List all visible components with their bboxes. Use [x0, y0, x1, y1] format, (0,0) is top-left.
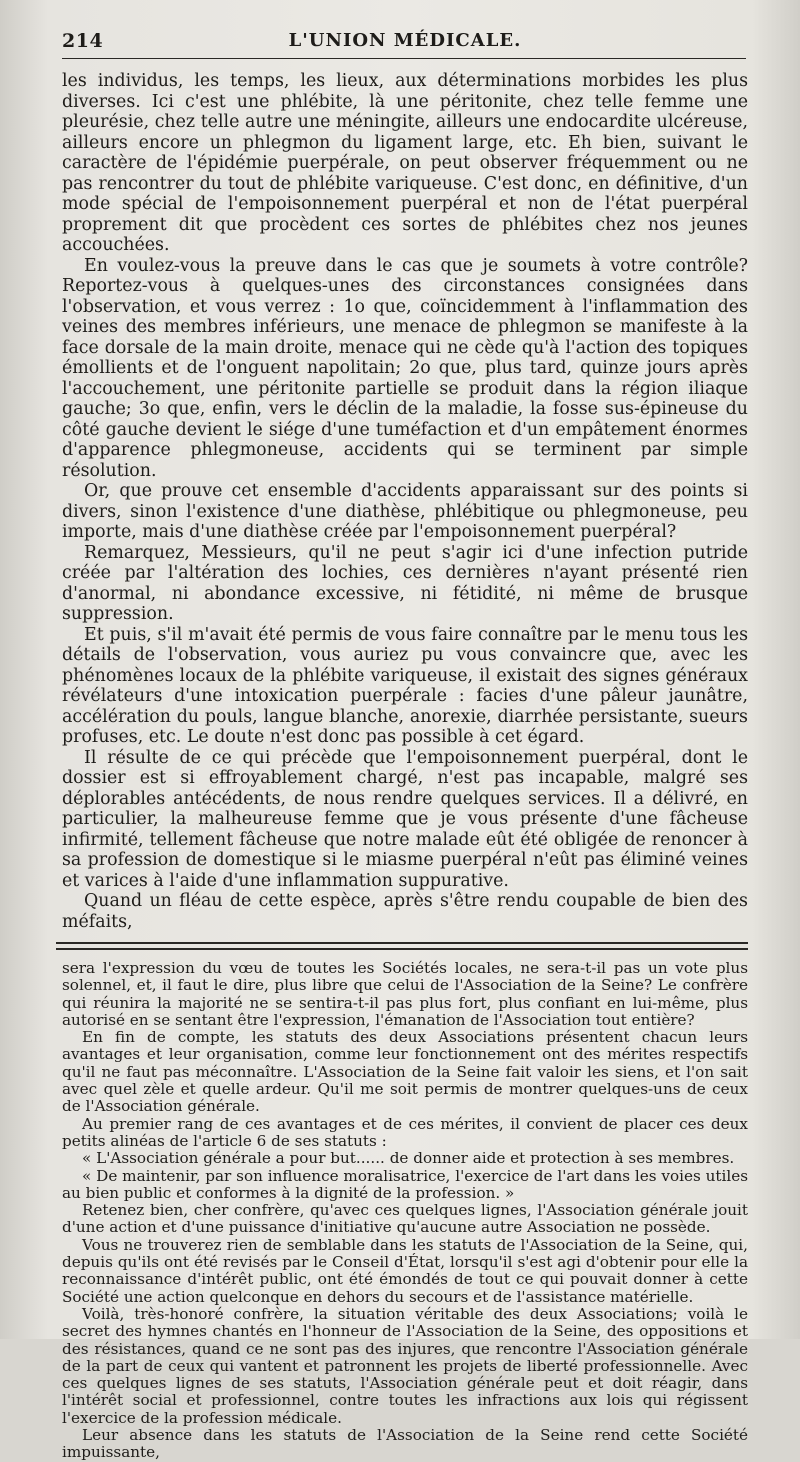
- feuilleton-paragraph: Vous ne trouverez rien de semblable dans les statuts de l'Association de la Seine, qui, depuis qu'ils ont été revisés par le Conseil d'État, lorsqu'il s'est agi d'obtenir pour elle la reconnaissance d'intérêt public, ont été émondés de tout ce qui pouvait donner à cette Société une action quelconque en dehors du secours et de l'assistance matérielle.: [62, 1235, 748, 1306]
- statute-quote: « De maintenir, par son influence moralisatrice, l'exercice de l'art dans les voies utiles au bien public et conformes à la dignité de la profession. »: [62, 1166, 748, 1202]
- main-paragraph: Quand un fléau de cette espèce, après s'être rendu coupable de bien des méfaits,: [62, 891, 748, 932]
- main-paragraph: Or, que prouve cet ensemble d'accidents apparaissant sur des points si divers, sinon l'existence d'une diathèse, phlébitique ou phlegmoneuse, peu importe, mais d'une diathèse créée par l'empoisonnement puerpéral?: [62, 481, 748, 542]
- journal-title: L'UNION MÉDICALE.: [288, 30, 522, 51]
- main-text: [62, 71, 748, 932]
- statute-quote: « L'Association générale a pour but...... de donner aide et protection à ses membres.: [82, 1149, 735, 1168]
- feuilleton-paragraph: Leur absence dans les statuts de l'Association de la Seine rend cette Société impuissante,: [62, 1426, 748, 1462]
- page-number: 214: [62, 30, 104, 52]
- main-paragraph: Il résulte de ce qui précède que l'empoisonnement puerpéral, dont le dossier est si effroyablement chargé, n'est pas incapable, malgré ses déplorables antécédents, de nous rendre quelques services. Il a délivré, en particulier, la malheureuse femme que je vous présente d'une fâcheuse infirmité, tellement fâcheuse que notre malade eût été obligée de renoncer à sa profession de domestique si le miasme puerpéral n'eût pas éliminé veines et varices à l'aide d'une inflammation suppurative.: [62, 747, 748, 891]
- feuilleton-paragraph: Au premier rang de ces avantages et de ces mérites, il convient de placer ces deux petits alinéas de l'article 6 de ses statuts :: [62, 1114, 748, 1150]
- feuilleton-paragraph: Retenez bien, cher confrère, qu'avec ces quelques lignes, l'Association générale jouit d'une action et d'une puissance d'initiative qu'aucune autre Association ne possède.: [62, 1201, 748, 1237]
- feuilleton-text: [62, 960, 748, 1462]
- feuilleton-paragraph: En fin de compte, les statuts des deux Associations présentent chacun leurs avantages et leur organisation, comme leur fonctionnement ont des mérites respectifs qu'il ne faut pas méconnaître. L'Association de la Seine fait valoir les siens, et l'on sait avec quel zèle et quelle ardeur. Qu'il me soit permis de montrer quelques-uns de ceux de l'Association générale.: [62, 1028, 748, 1116]
- main-paragraph: Et puis, s'il m'avait été permis de vous faire connaître par le menu tous les détails de l'observation, vous auriez pu vous convaincre que, avec les phénomènes locaux de la phlébite variqueuse, il existait des signes généraux révélateurs d'une intoxication puerpérale : facies d'une pâleur jaunâtre, accélération du pouls, langue blanche, anorexie, diarrhée persistante, sueurs profuses, etc. Le doute n'est donc pas possible à cet égard.: [62, 624, 748, 747]
- main-paragraph: Remarquez, Messieurs, qu'il ne peut s'agir ici d'une infection putride créée par l'altération des lochies, ces dernières n'ayant présenté rien d'anormal, ni abondance excessive, ni fétidité, ni même de brusque suppression.: [62, 542, 748, 624]
- main-paragraph: les individus, les temps, les lieux, aux déterminations morbides les plus diverses. Ici c'est une phlébite, là une péritonite, chez telle femme une pleurésie, chez telle autre une méningite, ailleurs une endocardite ulcéreuse, ailleurs encore un phlegmon du ligament large, etc. Eh bien, suivant le caractère de l'épidémie puerpérale, on peut observer fréquemment ou ne pas rencontrer du tout de phlébite variqueuse. C'est donc, en définitive, d'un mode spécial de l'empoisonnement puerpéral et non de l'état puerpéral proprement dit que procèdent ces sortes de phlébites chez nos jeunes accouchées.: [62, 71, 748, 255]
- feuilleton-paragraph: Voilà, très-honoré confrère, la situation véritable des deux Associations; voilà le secret des hymnes chantés en l'honneur de l'Association de la Seine, des oppositions et des résistances, quand ce ne sont pas des injures, que rencontre l'Association générale de la part de ceux qui vantent et patronnent les projets de liberté professionnelle. Avec ces quelques lignes de ses statuts, l'Association générale peut et doit réagir, dans l'intérêt social et professionnel, contre toutes les infractions aux lois qui régissent l'exercice de la profession médicale.: [62, 1304, 748, 1427]
- header-rule: [62, 58, 746, 59]
- feuilleton-separator: [56, 942, 748, 950]
- feuilleton-paragraph: sera l'expression du vœu de toutes les Sociétés locales, ne sera-t-il pas un vote plus solennel, et, il faut le dire, plus libre que celui de l'Association de la Seine? Le confrère qui réunira la majorité ne se sentira-t-il pas plus fort, plus confiant en lui-même, plus autorisé en se sentant être l'expression, l'émanation de l'Association tout entière?: [62, 959, 748, 1029]
- main-paragraph: En voulez-vous la preuve dans le cas que je soumets à votre contrôle? Reportez-vous à quelques-unes des circonstances consignées dans l'observation, et vous verrez : 1o que, coïncidemment à l'inflammation des veines des membres inférieurs, une menace de phlegmon se manifeste à la face dorsale de la main droite, menace qui ne cède qu'à l'action des topiques émollients et de l'onguent napolitain; 2o que, plus tard, quinze jours après l'accouchement, une péritonite partielle se produit dans la région iliaque gauche; 3o que, enfin, vers le déclin de la maladie, la fosse sus-épineuse du côté gauche devient le siége d'une tuméfaction et d'un empâtement énormes d'apparence phlegmoneuse, accidents qui se terminent par simple résolution.: [62, 255, 748, 481]
- running-head: [62, 30, 748, 52]
